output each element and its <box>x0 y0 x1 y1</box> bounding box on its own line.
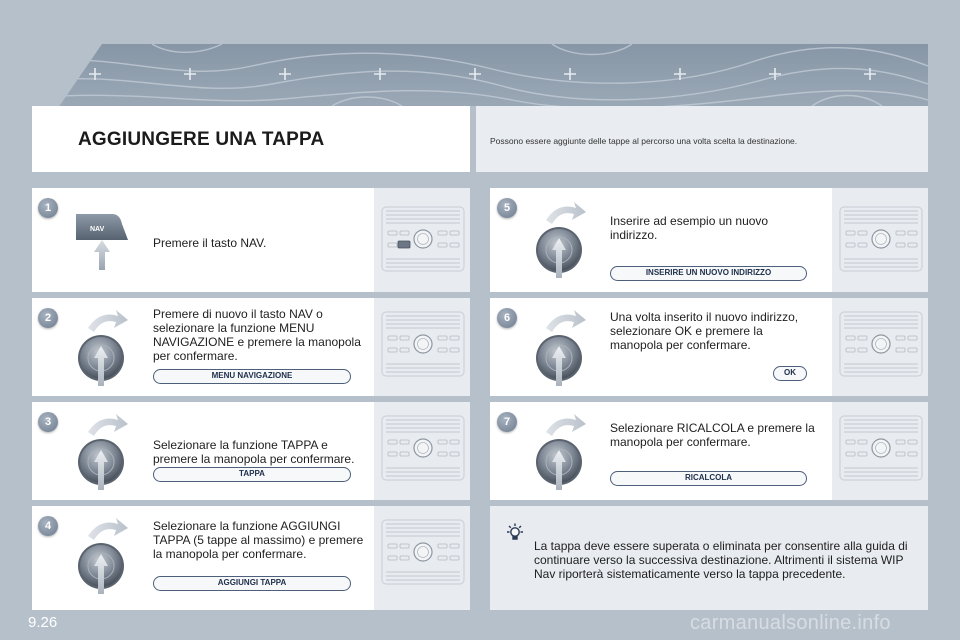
step-5-badge: 5 <box>497 198 517 218</box>
page-number: 9.26 <box>28 614 58 631</box>
page-title: AGGIUNGERE UNA TAPPA <box>78 129 325 150</box>
step-4-option-pill: AGGIUNGI TAPPA <box>153 576 351 591</box>
rotary-knob-icon <box>70 514 136 596</box>
radio-unit-illustration <box>380 414 466 482</box>
rotary-knob-icon <box>528 306 594 388</box>
tip-text: La tappa deve essere superata o eliminata per consentire alla guida di continuare verso la successiva destinazione. Altrimenti il sistema WIP Nav riporterà sistematicamente verso la tappa precedente. <box>534 539 908 581</box>
step-2-badge: 2 <box>38 308 58 328</box>
step-4-badge: 4 <box>38 516 58 536</box>
step-5-text: Inserire ad esempio un nuovo indirizzo. <box>610 214 769 242</box>
rotary-knob-icon <box>528 410 594 492</box>
step-1-badge: 1 <box>38 198 58 218</box>
radio-unit-illustration <box>380 205 466 273</box>
step-3-text: Selezionare la funzione TAPPA e premere la manopola per confermare. <box>153 438 355 466</box>
rotary-knob-icon <box>528 198 594 280</box>
step-7-badge: 7 <box>497 412 517 432</box>
step-7-option-pill: RICALCOLA <box>610 471 807 486</box>
watermark: carmanualsonline.info <box>690 612 891 634</box>
step-6-option-pill: OK <box>773 366 807 381</box>
header-banner <box>32 44 928 106</box>
radio-unit-illustration <box>838 310 924 378</box>
step-3-option-pill: TAPPA <box>153 467 351 482</box>
lightbulb-icon <box>504 522 526 544</box>
step-5-option-pill: INSERIRE UN NUOVO INDIRIZZO <box>610 266 807 281</box>
radio-unit-illustration <box>380 310 466 378</box>
step-7-text: Selezionare RICALCOLA e premere la manopola per confermare. <box>610 421 815 449</box>
intro-text: Possono essere aggiunte delle tappe al percorso una volta scelta la destinazione. <box>490 136 798 146</box>
step-1-text: Premere il tasto NAV. <box>153 236 267 250</box>
step-4-text: Selezionare la funzione AGGIUNGI TAPPA (5 tappe al massimo) e premere la manopola per confermare. <box>153 519 364 561</box>
step-2-text: Premere di nuovo il tasto NAV o selezionare la funzione MENU NAVIGAZIONE e premere la manopola per confermare. <box>153 307 361 363</box>
rotary-knob-icon <box>70 306 136 388</box>
step-6-text: Una volta inserito il nuovo indirizzo, selezionare OK e premere la manopola per confermare. <box>610 310 799 352</box>
step-3-badge: 3 <box>38 412 58 432</box>
step-6-badge: 6 <box>497 308 517 328</box>
radio-unit-illustration <box>838 205 924 273</box>
radio-unit-illustration <box>838 414 924 482</box>
radio-unit-illustration <box>380 518 466 586</box>
rotary-knob-icon <box>70 410 136 492</box>
topographic-pattern <box>32 44 928 106</box>
step-2-option-pill: MENU NAVIGAZIONE <box>153 369 351 384</box>
nav-button-icon <box>72 206 134 272</box>
nav-button-label: NAV <box>90 226 105 233</box>
